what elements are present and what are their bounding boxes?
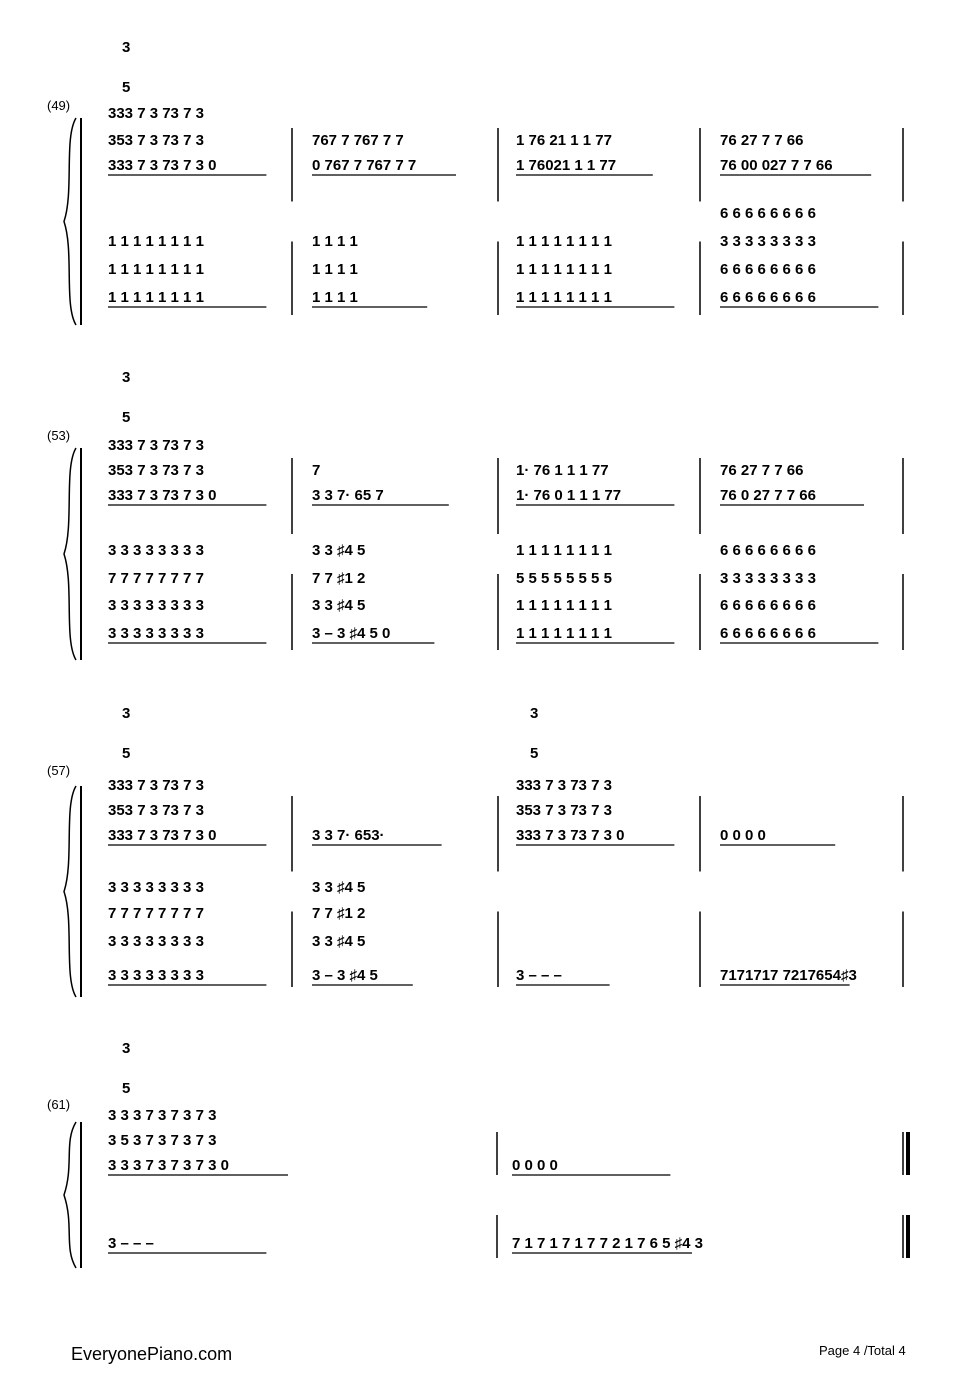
note-text: 6 6 6 6 6 6 6 6 [720,542,816,559]
note-text: 353 7 3 73 7 3 [516,802,612,819]
note-text: 3 3 3 7 3 7 3 7 3 [108,1107,217,1124]
note-text: 3 3 ♯4 5 [312,597,366,614]
note-text: 333 7 3 73 7 3 0 [108,827,217,844]
note-text: 1 1 1 1 1 1 1 1 [516,261,612,278]
note-text: 1 1 1 1 1 1 1 1 [516,542,612,559]
measure-number: (61) [47,1097,71,1112]
note-text: 6 6 6 6 6 6 6 6 [720,205,816,222]
note-text: 333 7 3 73 7 3 0 [516,827,625,844]
note-text: 333 7 3 73 7 3 [108,777,204,794]
note-text: 7 [312,462,321,479]
note-text: 7 1 7 1 7 1 7 7 2 1 7 6 5 ♯4 3 [512,1235,703,1252]
note-text: 3 3 ♯4 5 [312,542,366,559]
note-text: 3 3 3 3 3 3 3 3 [720,233,816,250]
note-text: 3 3 7· 653· [312,827,385,844]
note-text: 3 3 ♯4 5 [312,879,366,896]
note-text: 353 7 3 73 7 3 [108,802,204,819]
note-text: 5 [122,745,131,762]
score-notes [108,39,857,1252]
note-text: 3 3 3 3 3 3 3 3 [720,570,816,587]
note-text: 3 [530,705,539,722]
note-text: 3 – 3 ♯4 5 0 [312,625,391,642]
note-text: 333 7 3 73 7 3 0 [108,157,217,174]
measure-number: (53) [47,428,71,443]
note-text: 3 3 3 7 3 7 3 7 3 0 [108,1157,229,1174]
note-text: 1 1 1 1 [312,261,358,278]
note-text: 3 3 3 3 3 3 3 3 [108,967,204,984]
note-text: 76 00 027 7 7 66 [720,157,833,174]
note-text: 3 [122,1040,131,1057]
note-text: 333 7 3 73 7 3 0 [108,487,217,504]
note-text: 3 [122,39,131,56]
note-text: 353 7 3 73 7 3 [108,132,204,149]
note-text: 3 3 7· 65 7 [312,487,384,504]
note-text: 5 [122,79,131,96]
note-text: 5 [530,745,539,762]
note-text: 6 6 6 6 6 6 6 6 [720,261,816,278]
note-text: 1 1 1 1 1 1 1 1 [516,233,612,250]
note-text: 3 3 ♯4 5 [312,933,366,950]
note-text: 1 1 1 1 1 1 1 1 [108,289,204,306]
measure-number: (57) [47,763,71,778]
note-text: 76 0 27 7 7 66 [720,487,816,504]
note-text: 6 6 6 6 6 6 6 6 [720,625,816,642]
note-text: 0 0 0 0 [720,827,766,844]
note-text: 7 7 7 7 7 7 7 7 [108,570,204,587]
brace [64,786,76,997]
note-text: 3 [122,705,131,722]
note-text: 7 7 7 7 7 7 7 7 [108,905,204,922]
note-text: 6 6 6 6 6 6 6 6 [720,597,816,614]
note-text: 3 – 3 ♯4 5 [312,967,378,984]
note-text: 3 3 3 3 3 3 3 3 [108,542,204,559]
note-text: 3 – – – [108,1235,154,1252]
brace [64,448,76,660]
brace [64,1122,76,1268]
note-text: 1 1 1 1 1 1 1 1 [516,625,612,642]
note-text: 1 1 1 1 [312,289,358,306]
note-text: 3 [122,369,131,386]
note-text: 3 3 3 3 3 3 3 3 [108,879,204,896]
note-text: 1· 76 1 1 1 77 [516,462,609,479]
note-text: 767 7 767 7 7 [312,132,404,149]
note-text: 76 27 7 7 66 [720,132,804,149]
note-text: 3 3 3 3 3 3 3 3 [108,625,204,642]
note-text: 7171717 7217654♯3 [720,967,857,984]
note-text: 5 [122,1080,131,1097]
brace [64,118,76,325]
note-text: 0 767 7 767 7 7 [312,157,417,174]
note-text: 1 1 1 1 1 1 1 1 [108,233,204,250]
page-indicator: Page 4 /Total 4 [819,1343,906,1358]
note-text: 7 7 ♯1 2 [312,570,366,587]
note-text: 3 – – – [516,967,562,984]
note-text: 333 7 3 73 7 3 [108,437,204,454]
note-text: 5 [122,409,131,426]
note-text: 333 7 3 73 7 3 [516,777,612,794]
note-text: 1 1 1 1 1 1 1 1 [516,289,612,306]
note-text: 5 5 5 5 5 5 5 5 [516,570,612,587]
note-text: 1 1 1 1 1 1 1 1 [516,597,612,614]
note-text: 3 5 3 7 3 7 3 7 3 [108,1132,217,1149]
site-name: EveryonePiano.com [71,1344,233,1364]
note-text: 3 3 3 3 3 3 3 3 [108,597,204,614]
note-text: 353 7 3 73 7 3 [108,462,204,479]
note-text: 333 7 3 73 7 3 [108,105,204,122]
note-text: 1 1 1 1 [312,233,358,250]
note-text: 7 7 ♯1 2 [312,905,366,922]
note-text: 1 76021 1 1 77 [516,157,617,174]
note-text: 1· 76 0 1 1 1 77 [516,487,622,504]
note-text: 1 76 21 1 1 77 [516,132,612,149]
note-text: 0 0 0 0 [512,1157,558,1174]
measure-number: (49) [47,98,71,113]
note-text: 76 27 7 7 66 [720,462,804,479]
note-text: 6 6 6 6 6 6 6 6 [720,289,816,306]
note-text: 3 3 3 3 3 3 3 3 [108,933,204,950]
note-text: 1 1 1 1 1 1 1 1 [108,261,204,278]
